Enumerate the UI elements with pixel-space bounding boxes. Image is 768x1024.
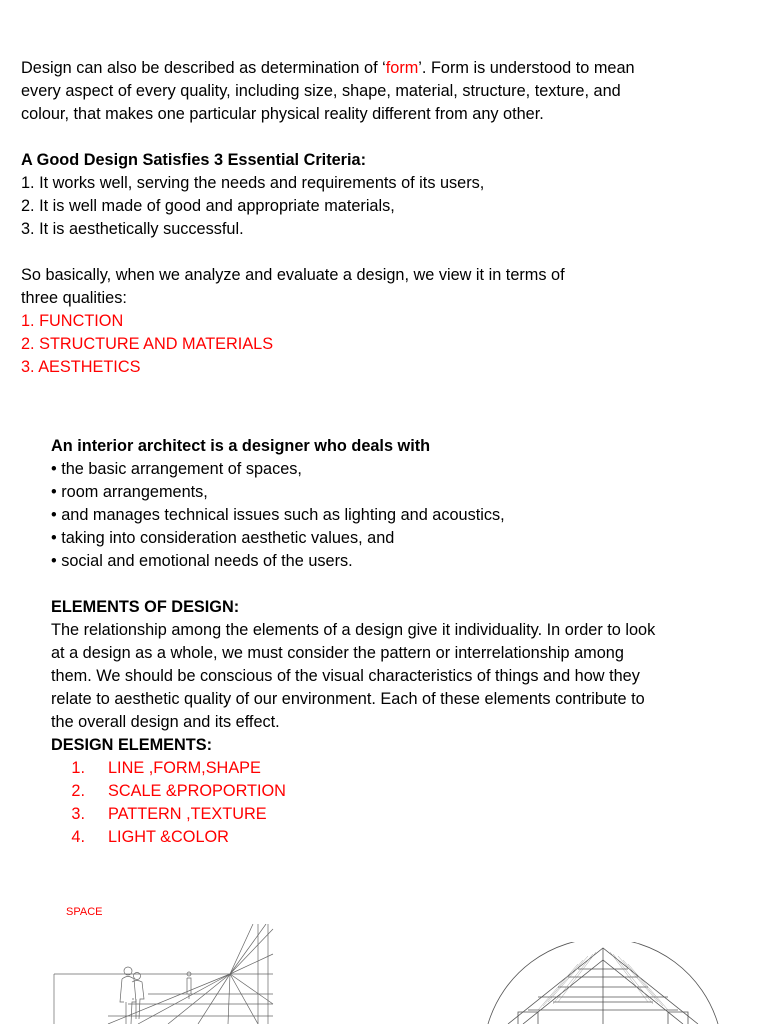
architect-bullet: • taking into consideration aesthetic values, and	[51, 529, 395, 547]
design-element-item: 2. SCALE &PROPORTION	[71, 782, 286, 800]
intro-block	[21, 57, 635, 379]
intro-line-2: every aspect of every quality, including size, shape, material, structure, texture, and	[21, 82, 621, 100]
perspective-sketch	[48, 924, 278, 1024]
space-figure-label: SPACE	[66, 906, 103, 918]
architect-heading: An interior architect is a designer who deals with	[51, 437, 431, 455]
elements-paragraph-line: at a design as a whole, we must consider the pattern or interrelationship among	[51, 644, 624, 662]
elements-heading: ELEMENTS OF DESIGN:	[51, 598, 240, 616]
elements-paragraph-line: them. We should be conscious of the visual characteristics of things and how they	[51, 667, 640, 685]
architect-bullet: • and manages technical issues such as lighting and acoustics,	[51, 506, 505, 524]
criteria-heading: A Good Design Satisfies 3 Essential Criteria:	[21, 151, 367, 169]
design-element-item: 1. LINE ,FORM,SHAPE	[71, 759, 261, 777]
architect-bullet: • social and emotional needs of the users.	[51, 552, 353, 570]
intro-form-highlight: form	[385, 59, 419, 77]
quality-item: 3. AESTHETICS	[21, 358, 141, 376]
architect-bullet: • the basic arrangement of spaces,	[51, 460, 302, 478]
design-elements-heading: DESIGN ELEMENTS:	[51, 736, 213, 754]
criteria-item: 3. It is aesthetically successful.	[21, 220, 244, 238]
architect-bullet: • room arrangements,	[51, 483, 208, 501]
quality-item: 1. FUNCTION	[21, 312, 124, 330]
architect-block	[51, 435, 655, 849]
quality-item: 2. STRUCTURE AND MATERIALS	[21, 335, 274, 353]
elements-paragraph-line: The relationship among the elements of a design give it individuality. In order to look	[51, 621, 656, 639]
intro-line-3: colour, that makes one particular physical reality different from any other.	[21, 105, 544, 123]
roof-structure-sketch	[478, 942, 728, 1024]
criteria-item: 2. It is well made of good and appropriate materials,	[21, 197, 395, 215]
design-element-item: 4. LIGHT &COLOR	[71, 828, 229, 846]
elements-paragraph-line: relate to aesthetic quality of our environment. Each of these elements contribute to	[51, 690, 645, 708]
intro-text-post: ’. Form is understood to mean	[418, 59, 635, 77]
elements-paragraph-line: the overall design and its effect.	[51, 713, 280, 731]
design-element-item: 3. PATTERN ,TEXTURE	[71, 805, 267, 823]
intro-text-pre: Design can also be described as determination of ‘	[21, 59, 386, 77]
intro-line-1	[21, 57, 635, 80]
qualities-line-1: So basically, when we analyze and evaluate a design, we view it in terms of	[21, 266, 565, 284]
criteria-item: 1. It works well, serving the needs and requirements of its users,	[21, 174, 485, 192]
qualities-line-2: three qualities:	[21, 289, 127, 307]
